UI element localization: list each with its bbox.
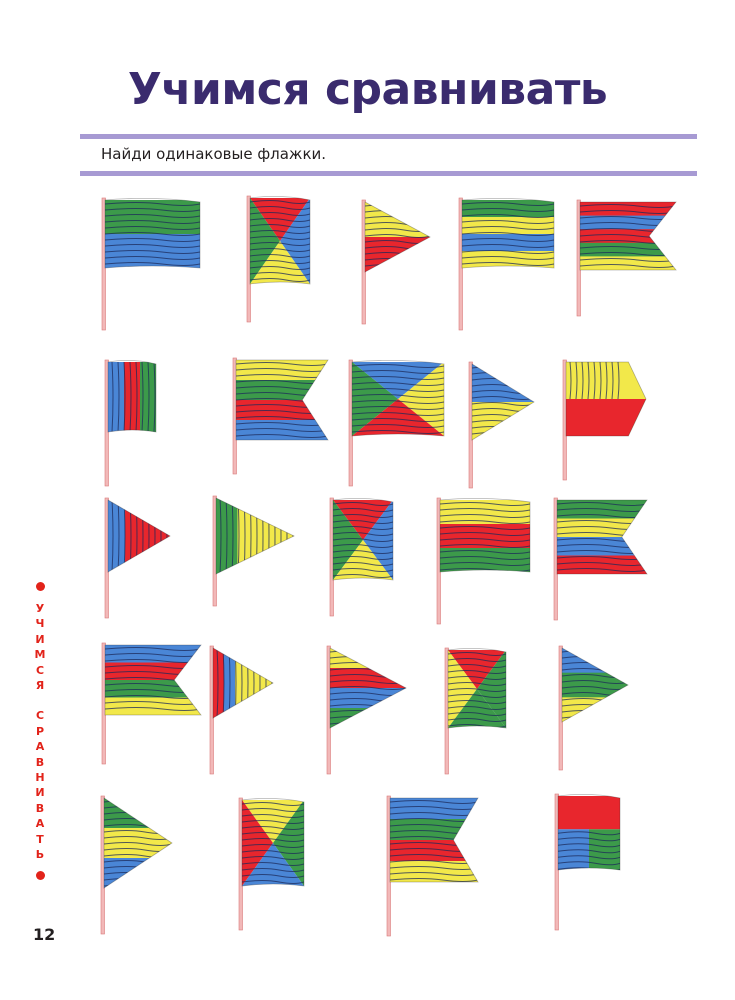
flag-18[interactable] xyxy=(327,646,406,774)
side-dot-bottom xyxy=(36,871,45,880)
flag-22[interactable] xyxy=(239,798,304,930)
flag-cloth xyxy=(236,360,328,441)
flag-24[interactable] xyxy=(555,794,620,930)
task-instruction: Найди одинаковые флажки. xyxy=(101,145,327,163)
flag-cloth xyxy=(250,198,310,284)
flag-6[interactable] xyxy=(105,360,157,486)
flag-21[interactable] xyxy=(101,796,172,934)
side-label xyxy=(29,582,51,880)
flag-13[interactable] xyxy=(330,498,393,616)
flag-17[interactable] xyxy=(210,646,274,774)
flag-16[interactable] xyxy=(102,643,201,764)
side-dot-top xyxy=(36,582,45,591)
flag-cloth xyxy=(330,648,406,729)
flag-23[interactable] xyxy=(387,796,478,936)
flag-cloth xyxy=(472,364,534,441)
flag-cloth xyxy=(213,648,274,718)
flag-cloth xyxy=(105,200,200,269)
flag-1[interactable] xyxy=(102,198,200,330)
flag-cloth xyxy=(333,500,393,580)
flag-14[interactable] xyxy=(437,498,530,624)
page-number: 12 xyxy=(33,925,56,944)
flag-cloth xyxy=(242,800,304,886)
flag-20[interactable] xyxy=(559,646,628,770)
flag-5[interactable] xyxy=(577,200,676,316)
flag-cloth xyxy=(216,498,295,574)
flag-9[interactable] xyxy=(469,362,534,488)
side-label-text: У Ч И М С Я С Р А В Н И В А Т Ь xyxy=(34,602,46,862)
flag-10[interactable] xyxy=(563,360,646,480)
page-title: Учимся сравнивать xyxy=(127,64,608,115)
flag-2[interactable] xyxy=(247,196,310,322)
flag-3[interactable] xyxy=(362,200,430,324)
flag-19[interactable] xyxy=(445,648,506,774)
flag-11[interactable] xyxy=(105,498,171,618)
flag-cloth xyxy=(580,202,676,271)
flag-cloth xyxy=(462,200,554,269)
flag-15[interactable] xyxy=(554,498,647,620)
flag-12[interactable] xyxy=(213,496,295,606)
flag-cloth xyxy=(440,500,530,573)
flag-7[interactable] xyxy=(233,358,328,474)
flag-4[interactable] xyxy=(459,198,554,330)
flag-8[interactable] xyxy=(349,360,444,486)
